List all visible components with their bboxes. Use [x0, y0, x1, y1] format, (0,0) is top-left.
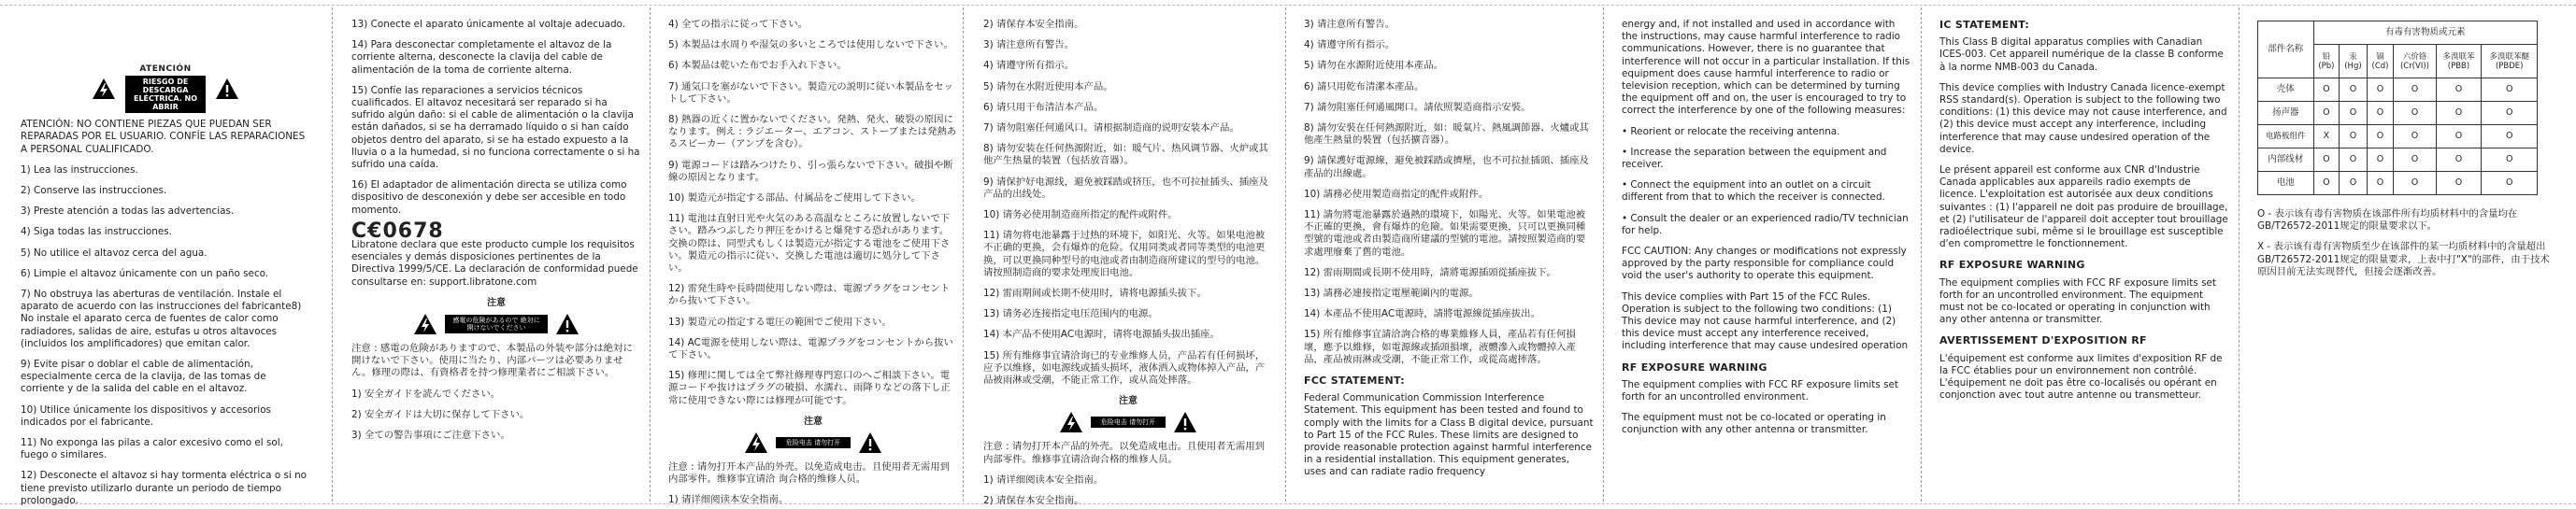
caution-text: 注意 : 感電の危険がありますので、本製品の外装や部分は絶対に開けないで下さい。使用に当たり、内部パーツは必要ありません。修理の際は、有資格者を持つ修理業者にご相談下さい。: [351, 343, 633, 379]
list-item: 7) 請勿阻塞任何通風開口。請依照製造商指示安裝。: [1304, 101, 1531, 113]
ic-text: This Class B digital apparatus complies with Canadian ICES-003. Cet appareil numérique de la classe B conforme à la norme NMB-003 du Canada.: [1939, 36, 2224, 73]
list-item: 3) 请注意所有警告。: [1304, 19, 1395, 30]
list-item: 10) 製造元が指定する部品、付属品をご使用して下さい。: [668, 192, 921, 205]
list-item: 7) 请勿阻塞任何通风口。请根据制造商的说明安装本产品。: [983, 122, 1239, 134]
part-cell: 扬声器: [2258, 102, 2314, 125]
list-item: 6) 请只用干布清洁本产品。: [983, 101, 1104, 113]
part-cell: 内部线材: [2258, 148, 2314, 172]
ic-text: Le présent appareil est conforme aux CNR d'Industrie Canada applicables aux appareils radio exempts de licence. L'exploitation est autorisée aux deux conditions suivantes : (1) l'appareil ne doit pas produire de brouillage, et (2) l'utilisateur de l'appareil doit accepter tout brouillage radioélectrique subi, même si le brouillage est susceptible d'en compromettre le fonctionnement.: [1939, 164, 2228, 250]
fcc-caution: FCC CAUTION: Any changes or modifications not expressly approved by the party responsible for compliance could void the user's authority to operate this equipment.: [1622, 246, 1907, 282]
part-cell: 电池: [2258, 172, 2314, 195]
value-cell: O: [2367, 125, 2394, 148]
list-item: 9) 電源コードは踏みつけたり、引っ張らないで下さい。破損や断線の原因となります。: [668, 159, 953, 183]
list-item: 4) 请遵守所有指示。: [1304, 39, 1395, 51]
list-item: 12) Desconecte el altavoz si hay tormenta eléctrica o si no tiene previsto utilizarlo durante un periodo de tiempo prolongado.: [21, 470, 308, 506]
list-item: 1) 请详细阅读本安全指南。: [668, 494, 789, 506]
fcc-text: Federal Communication Commission Interference Statement. This equipment has been tested and found to comply with the limits for a Class B digital device, pursuant to Part 15 of the FCC Rules. These limits are designed to provide reasonable protection against harmful interference in a residential installation. This equipment generates, uses and can radiate radio frequency: [1304, 392, 1594, 478]
caution-title: 注意: [1119, 396, 1138, 407]
list-item: 10) 請務必使用製造商指定的配件或附件。: [1304, 188, 1489, 200]
value-cell: O: [2313, 78, 2340, 102]
part-name-header: 部件名称: [2258, 21, 2314, 78]
caution-block-jp: [351, 297, 641, 339]
caution-text: 注意 : 请勿打开本产品的外壳。以免造成电击。且使用者无需用到内部零件。维修事宜请洽 询合格的维修人员。: [668, 461, 951, 486]
fcc-bullet: • Increase the separation between the equipment and receiver.: [1622, 146, 1887, 171]
value-cell: O: [2394, 172, 2436, 195]
list-item: 14) 本产品不使用AC电源时，请将电源插头拔出插座。: [983, 329, 1220, 341]
list-item: 13) 請務必連接指定電壓範圍內的電源。: [1304, 288, 1479, 300]
list-item: 1) 请详细阅读本安全指南。: [983, 474, 1104, 486]
list-item: 7) 通気口を塞がないで下さい。製造元の説明に従い本製品をセットして下さい。: [668, 80, 953, 105]
list-item: 11) No exponga las pilas a calor excesivo como el sol, fuego o similares.: [21, 437, 283, 461]
lightning-warning-icon: [92, 78, 116, 100]
list-item: 1) Lea las instrucciones.: [21, 163, 138, 176]
substance-header: 镉 (Cd): [2367, 45, 2394, 78]
substance-header: 铅 (Pb): [2313, 45, 2340, 78]
list-item: 14) Para desconectar completamente el altavoz de la corriente alterna, desconecte la clavija del cable de alimentación de la toma de corriente alterna.: [351, 39, 612, 76]
value-cell: O: [2436, 78, 2482, 102]
warning-title: ATENCIÓN: [139, 64, 192, 74]
value-cell: O: [2482, 125, 2538, 148]
warning-label: RIESGO DE DESCARGA ELÉCTRICA. NO ABRIR: [125, 76, 206, 113]
value-cell: O: [2367, 172, 2394, 195]
intro-text: ATENCIÓN: NO CONTIENE PIEZAS QUE PUEDAN SER REPARADAS POR EL USUARIO. CONFÍE LAS REPARACIONES A PERSONAL CUALIFICADO.: [21, 119, 306, 155]
rf-text: The equipment must not be co-located or operating in conjunction with any other antenna or transmitter.: [1622, 412, 1886, 436]
fold-line-top: [0, 0, 2576, 6]
value-cell: O: [2367, 148, 2394, 172]
value-cell: O: [2436, 172, 2482, 195]
list-item: 12) 雷雨期間或長期不使用時，請將電源插頭從插座拔下。: [1304, 266, 1556, 278]
value-cell: O: [2394, 148, 2436, 172]
substance-header: 多溴联苯醚 (PBDE): [2482, 45, 2538, 78]
list-item: 9) 请保护好电源线，避免被踩踏或挤压，也不可拉扯插头、插座及产品的出线处。: [983, 176, 1268, 200]
value-cell: O: [2313, 102, 2340, 125]
lightning-warning-icon: [744, 431, 768, 454]
substance-header: 汞 (Hg): [2340, 45, 2367, 78]
hazardous-substance-table: [2257, 21, 2538, 195]
list-item: 5) 请勿在水源附近使用本產品。: [1304, 60, 1444, 72]
exclamation-warning-icon: [555, 313, 580, 335]
column-traditional-chinese: [1295, 13, 1603, 496]
rf-heading: RF EXPOSURE WARNING: [1622, 361, 1767, 374]
shock-warning-block: [21, 64, 310, 113]
list-item: 11) 請勿將電池暴露於過熱的環境下，如陽光、火等。如果電池被不正確的更換，會有爆炸的危險。如果需要更換，只可以更換同種型號的電池或者由製造商所建議的型號的電池。請按照製造商的要求處理廢棄了舊的電池。: [1304, 209, 1586, 258]
list-item: 12) 雷発生時や長時間使用しない際は、電源プラグをコンセントから抜いて下さい。: [668, 283, 951, 307]
substance-header: 多溴联苯 (PBB): [2436, 45, 2482, 78]
list-item: 4) Siga todas las instrucciones.: [21, 226, 172, 238]
value-cell: O: [2340, 125, 2367, 148]
list-item: 9) 請保護好電源線，避免被踩踏或擠壓，也不可拉扯插頭、插座及產品的出線處。: [1304, 155, 1589, 179]
list-item: 13) Conecte el aparato únicamente al voltaje adecuado.: [351, 19, 626, 30]
list-item: 10) Utilice únicamente los dispositivos y accesorios indicados por el fabricante.: [21, 403, 271, 428]
column-divider: [2239, 7, 2240, 502]
value-cell: O: [2313, 148, 2340, 172]
list-item: 15) 修理に関しては全て弊社修理専門窓口のへご相談下さい。電源コードや抜けはプラグの破損、水濡れ、雨降りなどの落下し正常に使用できない際には修理が可能です。: [668, 370, 951, 406]
list-item: 11) 请勿将电池暴露于过热的环境下，如阳光、火等。如果电池被不正确的更换，会有爆炸的危险。仅用同类或者同等类型的电池更换，可以更换同种型号的电池或者由制造商所建议的型号的电池。请按照制造商的要求处理废旧电池。: [983, 230, 1266, 278]
table-row: [2258, 148, 2538, 172]
list-item: 14) 本產品不使用AC電源時，請將電源線從插座拔出。: [1304, 308, 1540, 320]
list-item: 6) Limpie el altavoz únicamente con un paño seco.: [21, 267, 269, 279]
list-item: 2) 请保存本安全指南。: [983, 19, 1084, 30]
fcc-heading: FCC STATEMENT:: [1304, 375, 1405, 388]
list-item: 5) 本製品は水周りや湿気の多いところでは使用しないで下さい。: [668, 39, 953, 51]
list-item: 2) 安全ガイドは大切に保存して下さい。: [351, 408, 530, 420]
value-cell: O: [2367, 78, 2394, 102]
table-row: [2258, 78, 2538, 102]
value-cell: O: [2436, 102, 2482, 125]
table-note-o: O - 表示该有毒有害物质在该部件所有均质材料中的含量均在GB/T26572-2011规定的限量要求以下。: [2257, 208, 2518, 233]
caution-text: 注意 : 请勿打开本产品的外壳。以免造成电击。且使用者无需用到内部零件。维修事宜请洽询合格的维修人员。: [983, 441, 1266, 465]
column-fcc: [1612, 13, 1921, 496]
list-item: 15) Confíe las reparaciones a servicios técnicos cualificados. El altavoz necesitará ser reparado si ha sufrido algún daño: si el cable de alimentación o la clavija están dañados, si se ha derramado líquido o si han caído objetos dentro del aparato, si se ha estado expuesto a la lluvia o a la humedad, si no funciona correctamente o si ha sufrido una caída.: [351, 84, 640, 171]
rf-text: The equipment complies with FCC RF exposure limits set forth for an uncontrolled environment. The equipment must not be co-located or operating in conjunction with any other antenna or transmitter.: [1939, 276, 2216, 326]
value-cell: O: [2367, 102, 2394, 125]
list-item: 11) 電池は直射日光や火気のある高温なところに放置しないで下さい。踏みつぶしたり押圧をかけると爆発する恐れがあります。交換の際は、同型式もしくは製造元が指定する電池をご使用下さい。製造元の指示に従い、交換した電池は適切に処分して下さい。: [668, 213, 951, 275]
table-note-x: X - 表示该有毒有害物质至少在该部件的某一均质材料中的含量超出GB/T26572-2011规定的限量要求，上表中打"X"的部件，由于技术原因目前无法实现替代，但接会逐渐改善。: [2257, 241, 2550, 277]
list-item: 16) El adaptador de alimentación directa se utiliza como dispositivo de desconexión y debe ser accesible en todo momento.: [351, 179, 627, 216]
list-item: 8) 請勿安裝在任何熱源附近，如：暖氣片、熱風調節器、火爐或其他產生熱量的裝置（包括擴音器）。: [1304, 122, 1589, 147]
list-item: 15) 所有维修事宜请洽询已的专业维修人员，产品若有任何损坏，应予以维修，如电源线或插头损坏，液体洒入或物体掉入产品，产品被雨淋或受潮，不能正常工作，或从高处摔落。: [983, 349, 1266, 387]
fold-line-bottom: [0, 503, 2576, 509]
caution-label: 危险电击 请勿打开: [776, 437, 851, 448]
list-item: 8) 请勿安装在任何热源附近，如：暖气片、热风调节器、火炉或其他产生热量的装置（包括放音器）。: [983, 143, 1268, 167]
caution-block-cn: [668, 416, 958, 458]
value-cell: O: [2436, 148, 2482, 172]
column-divider: [1921, 7, 1922, 502]
value-cell: O: [2340, 148, 2367, 172]
list-item: 6) 請只用乾布清潔本產品。: [1304, 80, 1424, 92]
rf-text: The equipment complies with FCC RF exposure limits set forth for an uncontrolled environment.: [1622, 378, 1898, 403]
lightning-warning-icon: [1059, 411, 1083, 433]
column-simplified-chinese: [974, 13, 1282, 507]
part-cell: 电路板组件: [2258, 125, 2314, 148]
value-cell: X: [2313, 125, 2340, 148]
column-ic: [1930, 13, 2239, 496]
declaration-text: Libratone declara que este producto cumple los requisitos esenciales y demás disposiciones pertinentes de la Directiva 1999/5/CE. La declaración de conformidad puede consultarse en: support.libratone.com: [351, 239, 638, 288]
column-divider: [1285, 7, 1286, 502]
value-cell: O: [2482, 148, 2538, 172]
column-spanish-1: [11, 13, 320, 506]
value-cell: O: [2340, 172, 2367, 195]
value-cell: O: [2313, 172, 2340, 195]
list-item: 3) 请注意所有警告。: [983, 39, 1075, 51]
list-item: 4) 全ての指示に従って下さい。: [668, 19, 809, 30]
list-item: 14) AC電源を使用しない際は、電源プラグをコンセントから抜いて下さい。: [668, 336, 953, 361]
table-row: [2258, 102, 2538, 125]
ic-heading: IC STATEMENT:: [1939, 19, 2030, 31]
column-rohs: [2248, 13, 2566, 496]
part-cell: 壳体: [2258, 78, 2314, 102]
fcc-bullet: • Reorient or relocate the receiving antenna.: [1622, 125, 1840, 137]
list-item: 2) 请保存本安全指南。: [983, 495, 1084, 507]
value-cell: O: [2340, 78, 2367, 102]
table-row: [2258, 125, 2538, 148]
list-item: 12) 雷雨期间或长期不使用时，请将电源插头拔下。: [983, 288, 1207, 300]
column-divider: [1603, 7, 1604, 502]
list-item: 9) Evite pisar o doblar el cable de alimentación, especialmente cerca de la clavija, de las tomas de corriente y de la salida del cable en el altavoz.: [21, 359, 266, 395]
column-divider: [332, 7, 333, 502]
lightning-warning-icon: [413, 313, 437, 335]
caution-label: 感電の危険があるので 絶対に開けないでください: [445, 315, 548, 333]
value-cell: O: [2394, 78, 2436, 102]
list-item: 8) 熱器の近くに置かないでください。発熱、発火、破裂の原因になります。例え : ラジエーター、エアコン、ストーブまたは発熱あるスピーカー（アンプを含む）。: [668, 114, 957, 150]
rf-heading: RF EXPOSURE WARNING: [1939, 259, 2085, 272]
exclamation-warning-icon: [858, 431, 882, 454]
value-cell: O: [2394, 125, 2436, 148]
ic-text: This device complies with Industry Canada licence-exempt RSS standard(s). Operation is subject to the following two conditions: (1) this device may not cause interference, and (2) this device must accept any interference, including interference that may cause undesired operation of the device.: [1939, 81, 2227, 155]
list-item: 5) No utilice el altavoz cerca del agua.: [21, 247, 208, 259]
substance-header: 六价铬 (Cr(VI)): [2394, 45, 2436, 78]
value-cell: O: [2436, 125, 2482, 148]
list-item: 15) 所有維修事宜請洽詢合格的專業維修人員，產品若有任何損壞，應予以維修，如電源線或插頭損壞，液體滲入或物體掉入產品，產品被雨淋或受潮，不能正常工作，或從高處摔落。: [1304, 329, 1576, 365]
list-item: 13) 製造元の指定する電圧の範囲でご使用下さい。: [668, 316, 892, 328]
list-item: 6) 本製品は乾いた布でお手入れ下さい。: [668, 60, 847, 72]
rf-fr-text: L'équipement est conforme aux limites d'exposition RF de la FCC établies pour un environnement non contrôlé. L'équipement ne doit pas être co-localisés ou opérant en conjonction avec tout autre antenne ou transmetteur.: [1939, 352, 2223, 402]
fcc-bullet: • Connect the equipment into an outlet on a circuit different from that to which the receiver is connected.: [1622, 179, 1885, 204]
caution-block-tw: [983, 395, 1273, 437]
exclamation-warning-icon: [215, 78, 239, 100]
part15-text: This device complies with Part 15 of the FCC Rules. Operation is subject to the following two conditions: (1) This device may not cause harmful interference, and (2) this device must accept any interference received, including interference that may cause undesired operation: [1622, 290, 1909, 352]
fcc-bullet: • Consult the dealer or an experienced radio/TV technician for help.: [1622, 212, 1909, 236]
list-item: 3) 全ての警告事項にご注意下さい。: [351, 430, 510, 442]
exclamation-warning-icon: [1173, 411, 1197, 433]
column-japanese: [659, 13, 967, 506]
value-cell: O: [2340, 102, 2367, 125]
value-cell: O: [2482, 172, 2538, 195]
table-row: [2258, 172, 2538, 195]
caution-label: 危险电击 请勿打开: [1091, 417, 1166, 428]
value-cell: O: [2482, 78, 2538, 102]
list-item: 4) 请遵守所有指示。: [983, 60, 1075, 72]
list-item: 5) 请勿在水附近使用本产品。: [983, 80, 1113, 92]
column-spanish-2: [342, 13, 651, 496]
substances-header: 有毒有害物质或元素: [2313, 21, 2537, 45]
caution-title: 注意: [487, 297, 506, 308]
caution-title: 注意: [804, 416, 823, 427]
list-item: 2) Conserve las instrucciones.: [21, 185, 167, 197]
fcc-text: energy and, if not installed and used in accordance with the instructions, may cause harmful interference to radio communications. However, there is no guarantee that interference will not occur in a particular installation. If this equipment does cause harmful interference to radio or television reception, which can be determined by turning the equipment off and on, the user is encouraged to try to correct the interference by one of the following measures:: [1622, 19, 1911, 117]
list-item: 1) 安全ガイドを読んでください。: [351, 388, 501, 400]
list-item: 7) No obstruya las aberturas de ventilación. Instale el aparato de acuerdo con las instrucciones del fabricante8) No instale el aparato cerca de fuentes de calor como radiadores, salidas de aire, estufas u otros altavoces (incluidos los amplificadores) que emitan calor.: [21, 289, 302, 349]
value-cell: O: [2394, 102, 2436, 125]
value-cell: O: [2482, 102, 2538, 125]
list-item: 10) 请务必使用制造商所指定的配件或附件。: [983, 209, 1178, 221]
rf-fr-heading: AVERTISSEMENT D'EXPOSITION RF: [1939, 334, 2147, 347]
list-item: 13) 请务必连接指定电压范围内的电源。: [983, 308, 1158, 320]
list-item: 3) Preste atención a todas las advertencias.: [21, 205, 235, 218]
ce-mark: C€0678: [351, 219, 444, 243]
